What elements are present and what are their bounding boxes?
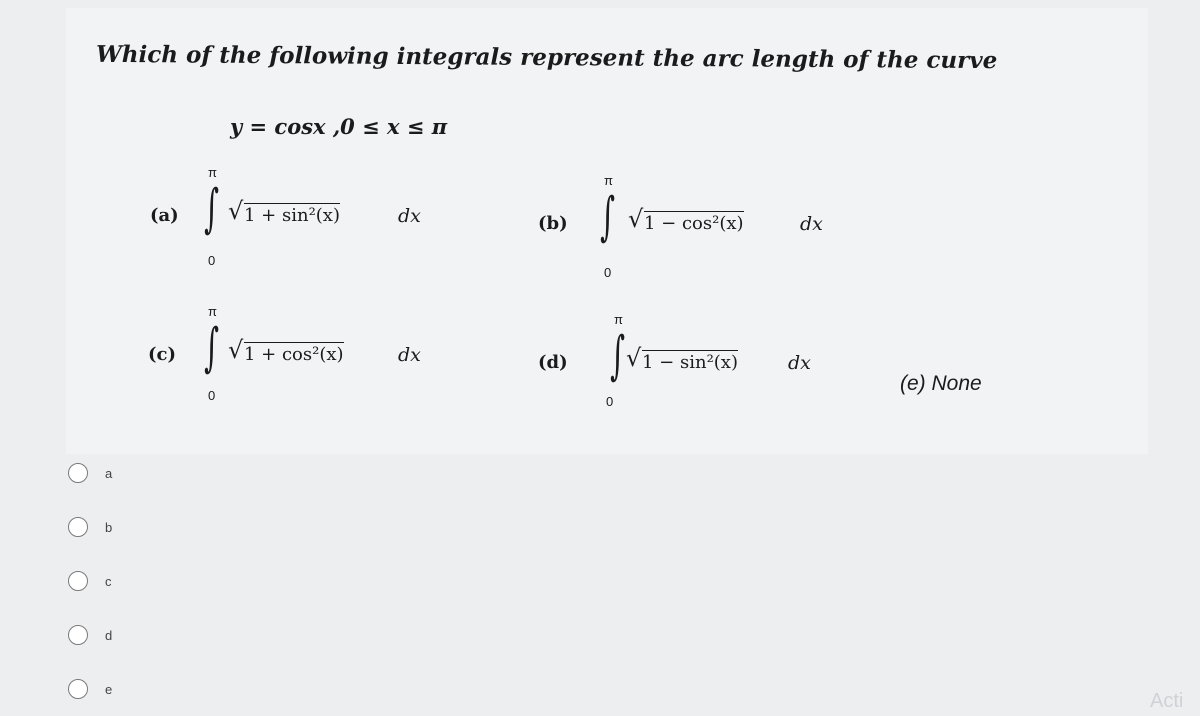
lower-limit: 0: [604, 265, 612, 280]
differential: dx: [398, 344, 421, 366]
option-label: (d): [538, 352, 568, 373]
lower-limit: 0: [208, 253, 216, 268]
integral-sign: ∫: [204, 318, 219, 378]
radio-button[interactable]: [68, 517, 88, 537]
option-label: (c): [148, 344, 176, 365]
choice-c[interactable]: [68, 566, 112, 596]
option-e-text: (e) None: [900, 372, 982, 395]
choice-label[interactable]: b: [105, 519, 113, 535]
sqrt-symbol: √: [626, 344, 642, 372]
radio-button[interactable]: [68, 463, 88, 483]
differential: dx: [788, 352, 811, 374]
upper-limit: π: [208, 304, 217, 319]
radicand: 1 − sin²(x): [642, 352, 738, 373]
radicand: 1 + cos²(x): [244, 344, 344, 365]
choice-label[interactable]: a: [105, 465, 113, 481]
integral-sign: ∫: [610, 326, 625, 386]
upper-limit: π: [208, 165, 217, 180]
integral-sign: ∫: [204, 179, 219, 239]
choice-label[interactable]: d: [105, 627, 113, 643]
upper-limit: π: [614, 312, 623, 327]
sqrt-symbol: √: [228, 197, 244, 225]
sqrt-symbol: √: [628, 205, 644, 233]
lower-limit: 0: [208, 388, 216, 403]
differential: dx: [398, 205, 421, 227]
curve-equation: y = cosx ,0 ≤ x ≤ π: [230, 114, 448, 139]
choice-e[interactable]: [68, 674, 112, 704]
activate-windows-watermark: Acti: [1150, 690, 1184, 712]
radicand: 1 + sin²(x): [244, 205, 340, 226]
lower-limit: 0: [606, 394, 614, 409]
choice-d[interactable]: [68, 620, 112, 650]
option-label: (a): [150, 205, 179, 226]
choice-b[interactable]: [68, 512, 112, 542]
question-text: Which of the following integrals represent the arc length of the curve: [95, 40, 998, 75]
radicand: 1 − cos²(x): [644, 213, 744, 234]
upper-limit: π: [604, 173, 613, 188]
radio-button[interactable]: [68, 625, 88, 645]
choice-label[interactable]: c: [105, 573, 112, 589]
integral-sign: ∫: [600, 187, 615, 247]
choice-label[interactable]: e: [105, 681, 113, 697]
differential: dx: [800, 213, 823, 235]
radio-button[interactable]: [68, 571, 88, 591]
sqrt-symbol: √: [228, 336, 244, 364]
option-label: (b): [538, 213, 568, 234]
radio-button[interactable]: [68, 679, 88, 699]
choice-a[interactable]: [68, 458, 112, 488]
